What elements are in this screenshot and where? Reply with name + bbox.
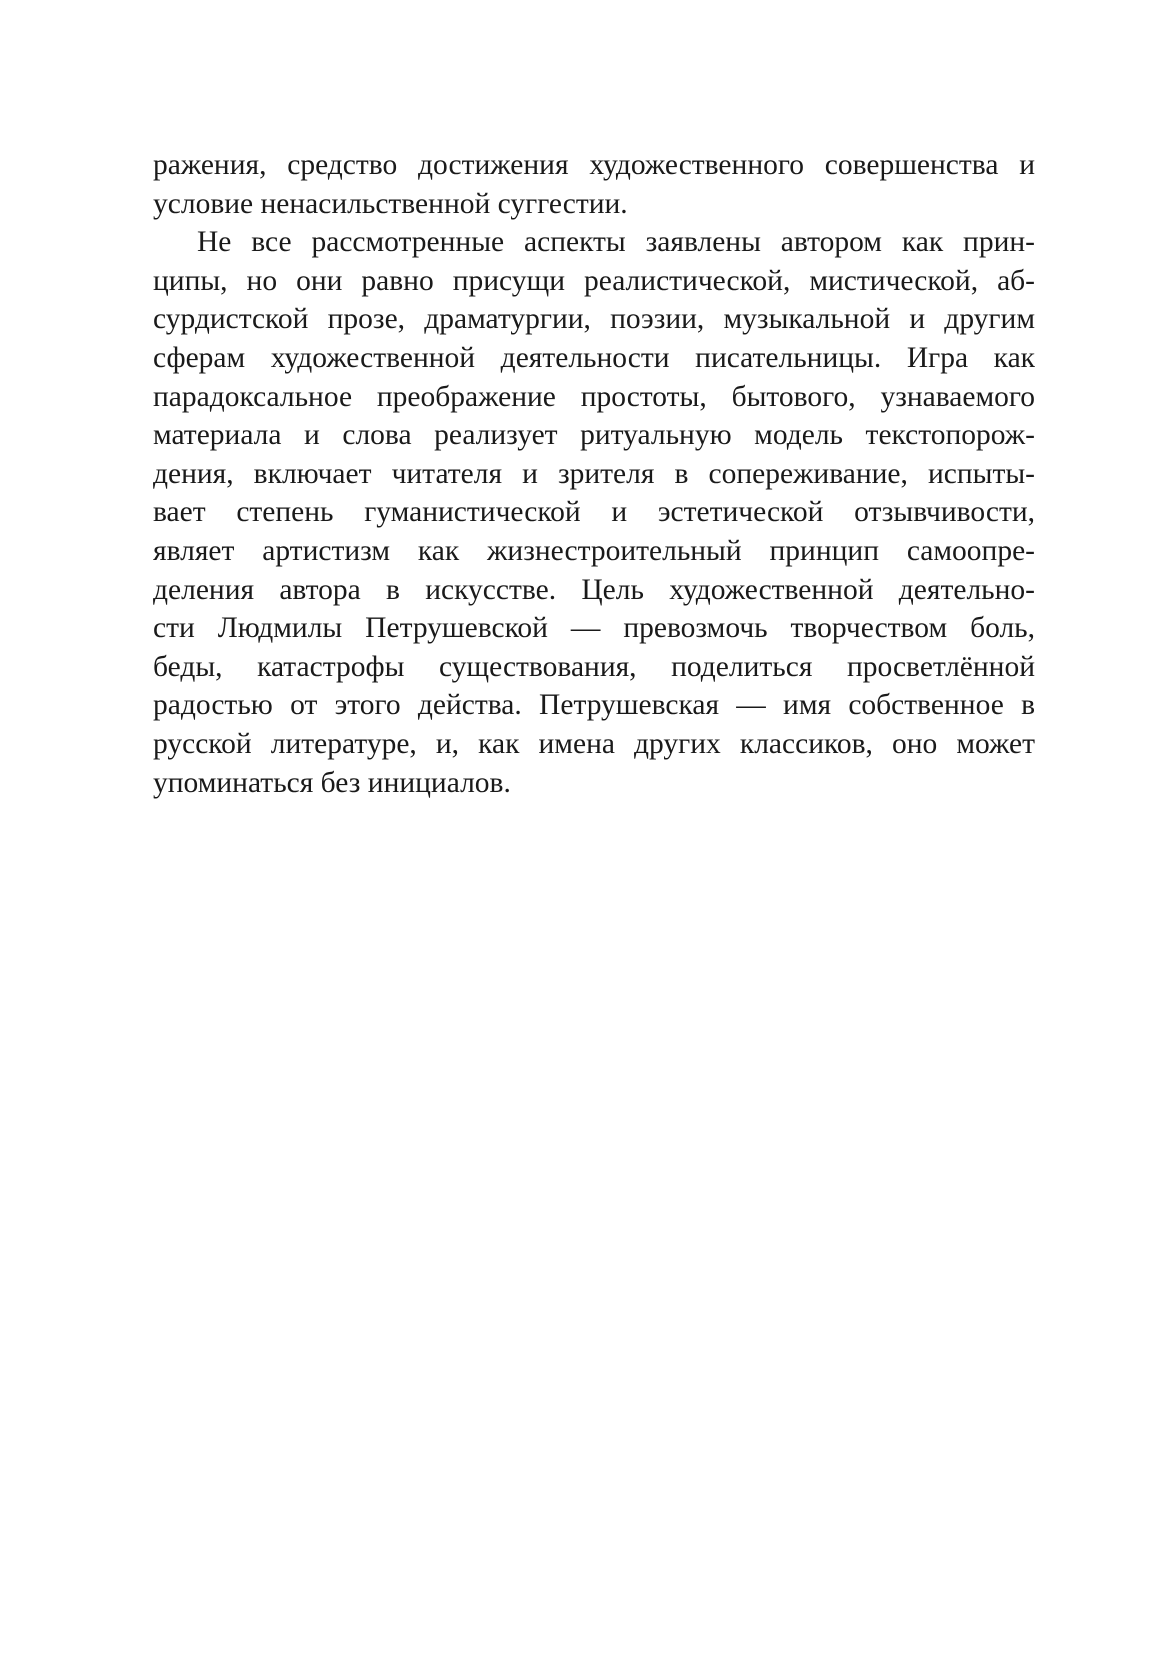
text-line: ражения, средство достижения художественного совершенства и xyxy=(153,149,1035,181)
text-line: ципы, но они равно присущи реалистической, мистической, аб- xyxy=(153,264,1035,297)
text-line: радостью от этого действа. Петрушевская — имя собственное в xyxy=(153,689,1035,722)
text-line: сурдистской прозе, драматургии, поэзии, музыкальной и другим xyxy=(153,303,1035,336)
text-line: беды, катастрофы существования, поделиться просветлённой xyxy=(153,650,1035,683)
paragraph-1 xyxy=(153,146,1035,223)
paragraph-2 xyxy=(153,223,1035,802)
text-line: Не все рассмотренные аспекты заявлены автором как прин- xyxy=(197,226,1035,259)
text-line: являет артистизм как жизнестроительный принцип самоопре- xyxy=(153,534,1035,567)
text-line: дения, включает читателя и зрителя в сопереживание, испыты- xyxy=(153,457,1035,490)
text-line: материала и слова реализует ритуальную модель текстопорож- xyxy=(153,419,1035,452)
text-line: вает степень гуманистической и эстетической отзывчивости, xyxy=(153,496,1035,529)
body-text xyxy=(153,146,1035,802)
text-line: сти Людмилы Петрушевской — превозмочь творчеством боль, xyxy=(153,612,1035,645)
text-line: деления автора в искусстве. Цель художественной деятельно- xyxy=(153,573,1035,606)
text-line: сферам художественной деятельности писательницы. Игра как xyxy=(153,341,1035,374)
text-line: условие ненасильственной суггестии. xyxy=(153,187,628,220)
text-line: русской литературе, и, как имена других классиков, оно может xyxy=(153,727,1035,760)
text-line: упоминаться без инициалов. xyxy=(153,766,511,799)
text-line: парадоксальное преображение простоты, бытового, узнаваемого xyxy=(153,380,1035,413)
